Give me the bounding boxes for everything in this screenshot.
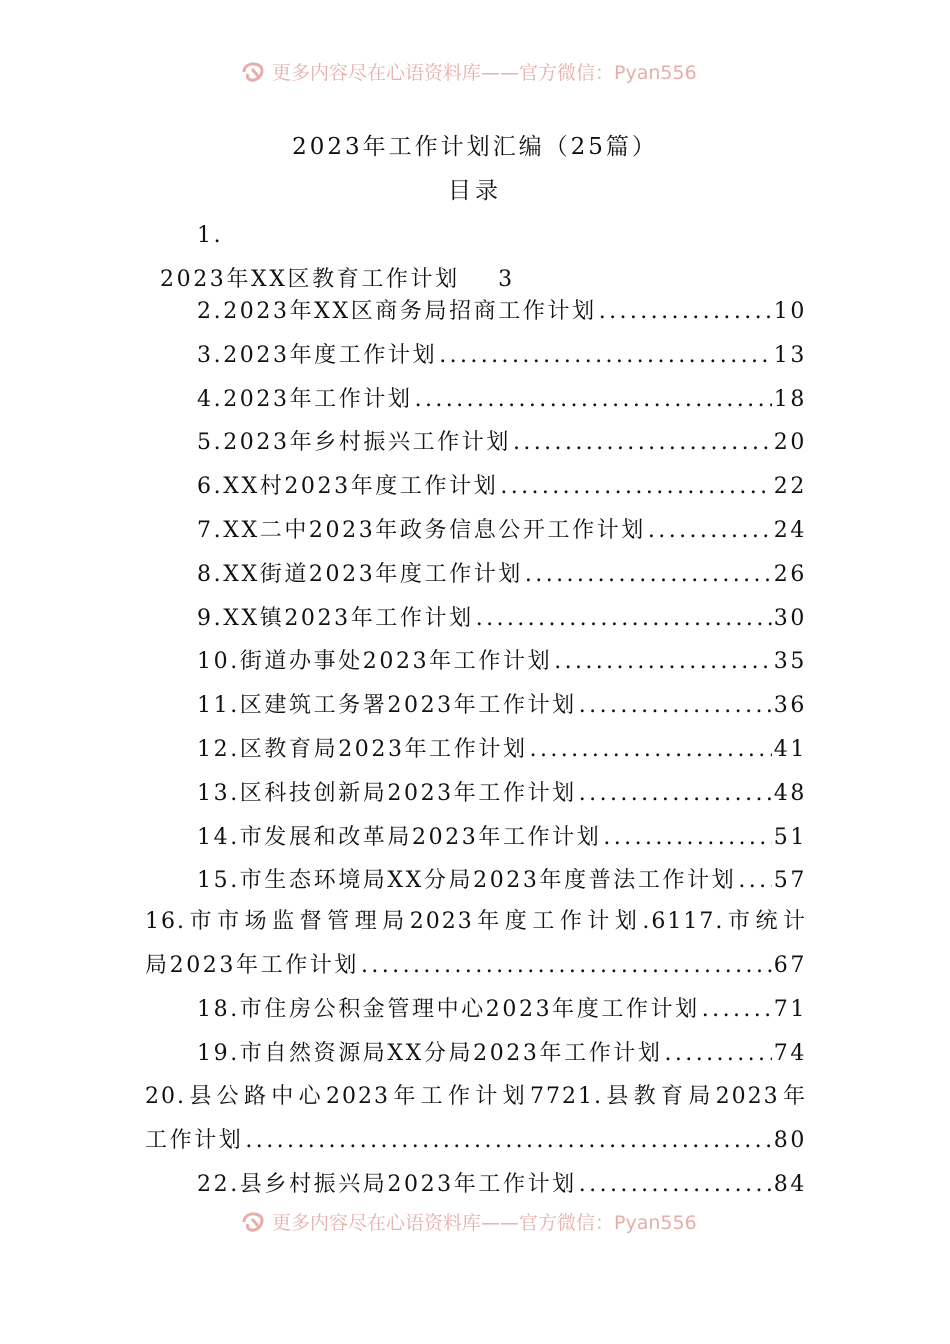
toc-entry [197,384,807,416]
toc-entry-21 [145,1125,807,1157]
toc-entry-20-21-line: 20.县公路中心2023年工作计划7721.县教育局2023年 [145,1084,807,1109]
toc-entry [197,340,807,372]
toc-entry-text: 15.市生态环境局XX分局2023年度普法工作计划 [197,868,737,894]
toc-page-number: 30 [773,605,807,631]
toc-entry [197,865,807,897]
toc-page-number: 48 [773,780,807,806]
toc-page-number: 13 [773,342,807,368]
toc-page-number: 41 [773,737,807,762]
toc-page-number: 51 [773,824,807,850]
toc-leader-dots [513,427,772,459]
toc-entry [197,1038,807,1070]
toc-entry-text: 9.XX镇2023年工作计划 [197,605,474,631]
toc-entry-22 [197,1169,807,1201]
toc-leader-dots [603,822,771,854]
toc-entry [197,734,807,766]
toc-page-number: 74 [773,1040,807,1066]
toc-page-number: 20 [773,430,807,456]
toc-entry-text: 工作计划 [145,1128,244,1153]
toc-entry [197,603,807,635]
toc-entry-text: 10.街道办事处2023年工作计划 [197,649,553,675]
toc-entry-text: 12.区教育局2023年工作计划 [197,737,528,762]
toc-entry-16-17-line: 16.市市场监督管理局2023年度工作计划.6117.市统计 [145,909,807,934]
toc-leader-dots [579,1169,772,1201]
toc-page-number: 10 [773,299,807,324]
toc-leader-dots [665,1038,772,1070]
toc-entry-text: 19.市自然资源局XX分局2023年工作计划 [197,1040,663,1066]
toc-entry [197,427,807,459]
toc-leader-dots [579,690,772,722]
toc-entry-17 [145,950,807,982]
toc-entry-text: 14.市发展和改革局2023年工作计划 [197,824,602,850]
toc-entry-text: 2.2023年XX区商务局招商工作计划 [197,299,597,324]
toc-page-number: 35 [773,649,807,675]
toc-leader-dots [702,994,772,1026]
watermark-text: 更多内容尽在心语资料库——官方微信：Pyan556 [272,61,697,84]
toc-entry-text: 13.区科技创新局2023年工作计划 [197,780,577,806]
document-title: 2023年工作计划汇编（25篇） [292,134,658,160]
toc-leader-dots [500,471,771,503]
toc-leader-dots [530,734,772,766]
toc-entry [197,559,807,591]
toc-entry [197,690,807,722]
toc-entry [197,994,807,1026]
toc-page-number: 84 [773,1172,807,1197]
toc-entry-text: 5.2023年乡村振兴工作计划 [197,430,511,456]
watermark-top [240,54,740,88]
toc-entry [197,646,807,678]
toc-entry [197,515,807,547]
toc-page-number: 36 [773,693,807,719]
toc-entry [197,471,807,503]
toc-leader-dots [579,778,772,810]
toc-leader-dots [415,384,772,416]
toc-entry-text: 11.区建筑工务署2023年工作计划 [197,693,577,719]
toc-entry [197,778,807,810]
toc-entry-text: 局2023年工作计划 [145,953,359,978]
toc-page-number: 22 [773,474,807,500]
toc-entry-text: 4.2023年工作计划 [197,386,413,412]
toc-page-number: 26 [773,561,807,587]
toc-entry-1: 2023年XX区教育工作计划 3 [160,267,515,292]
toc-entry-text: 18.市住房公积金管理中心2023年度工作计划 [197,997,700,1022]
watermark-logo-icon [240,58,266,84]
toc-entry [197,822,807,854]
watermark-text: 更多内容尽在心语资料库——官方微信：Pyan556 [272,1211,697,1234]
toc-leader-dots [245,1125,771,1157]
toc-entry-text: 3.2023年度工作计划 [197,342,438,368]
toc-entry-text: 22.县乡村振兴局2023年工作计划 [197,1172,577,1197]
watermark-logo-icon [240,1208,266,1234]
toc-entry-text: 6.XX村2023年度工作计划 [197,474,499,500]
toc-page-number: 71 [773,997,807,1022]
toc-page-number: 80 [773,1128,807,1153]
toc-leader-dots [599,296,772,328]
toc-leader-dots [361,950,772,982]
toc-entry-text: 7.XX二中2023年政务信息公开工作计划 [197,518,646,543]
watermark-bottom [240,1204,740,1238]
toc-heading: 目录 [448,178,502,204]
toc-leader-dots [738,865,771,897]
toc-leader-dots [439,340,772,372]
toc-page-number: 67 [773,953,807,978]
toc-entry [197,296,807,328]
toc-leader-dots [476,603,772,635]
toc-page-number: 18 [773,386,807,412]
toc-page-number: 57 [773,868,807,894]
toc-entry-1-number: 1. [197,223,224,248]
toc-leader-dots [554,646,772,678]
toc-leader-dots [525,559,772,591]
toc-leader-dots [648,515,772,547]
toc-entry-text: 8.XX街道2023年度工作计划 [197,561,523,587]
toc-page-number: 24 [773,518,807,543]
